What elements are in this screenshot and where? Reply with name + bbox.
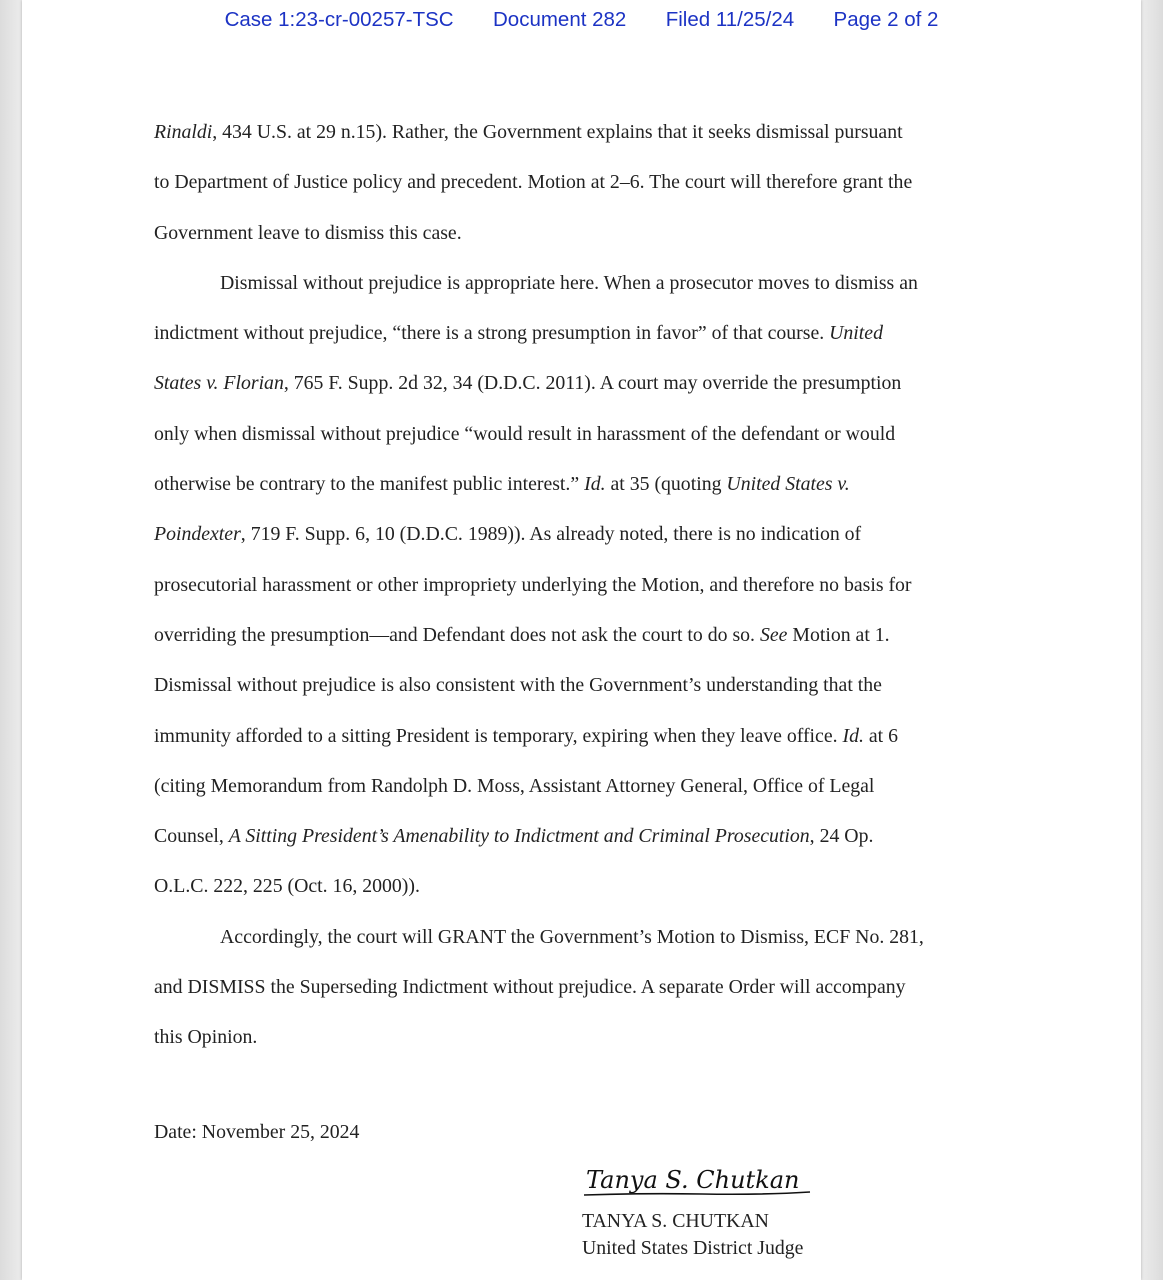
filed-date: Filed 11/25/24 [665, 8, 795, 31]
text-run: overriding the presumption—and Defendant does not ask the court to do so. [154, 623, 760, 646]
text-line [154, 208, 1034, 258]
signature-script: Tanya S. Chutkan [586, 1166, 800, 1194]
text-line [154, 811, 1034, 861]
text-line [154, 560, 1034, 610]
viewer-left-gutter [0, 0, 22, 1280]
text-line [154, 107, 1034, 157]
italic-citation: Id. [584, 473, 606, 496]
text-run: (citing Memorandum from Randolph D. Moss, Assistant Attorney General, Office of Legal [154, 774, 875, 797]
text-run: otherwise be contrary to the manifest public interest.” [154, 473, 585, 496]
text-run: Counsel, [154, 825, 229, 848]
page-indicator: Page 2 of 2 [833, 8, 939, 31]
text-run: , 765 F. Supp. 2d 32, 34 (D.D.C. 2011). A court may override the presumption [283, 372, 902, 395]
text-line [154, 509, 1034, 559]
text-run: and DISMISS the Superseding Indictment without prejudice. A separate Order will accompany [154, 976, 906, 999]
text-line [154, 761, 1034, 811]
text-line [154, 308, 1034, 358]
text-line [154, 157, 1034, 207]
italic-citation: States v. Florian [154, 372, 284, 395]
document-number: Document 282 [492, 8, 627, 31]
text-line [154, 912, 1034, 962]
text-run: , 24 Op. [809, 825, 874, 848]
text-run: to Department of Justice policy and precedent. Motion at 2–6. The court will therefore grant the [154, 171, 913, 194]
text-run: Government leave to dismiss this case. [154, 221, 462, 244]
italic-citation: Rinaldi [154, 121, 213, 143]
text-line [154, 258, 1034, 308]
text-run: only when dismissal without prejudice “would result in harassment of the defendant or would [154, 422, 896, 445]
italic-citation: Poindexter [154, 523, 241, 546]
opinion-body [154, 107, 1034, 1063]
text-run: at 35 (quoting [605, 473, 727, 496]
ecf-filing-header [22, 8, 1141, 32]
italic-citation: United [829, 322, 883, 345]
italic-citation: See [759, 623, 788, 646]
judge-title: United States District Judge [582, 1237, 804, 1259]
text-line [154, 711, 1034, 761]
case-number: Case 1:23-cr-00257-TSC [224, 8, 454, 31]
text-line [154, 962, 1034, 1012]
judge-name: TANYA S. CHUTKAN [582, 1210, 769, 1232]
text-run: Accordingly, the court will GRANT the Government’s Motion to Dismiss, ECF No. 281, [220, 925, 924, 948]
text-run: Motion at 1. [787, 623, 890, 646]
text-run: O.L.C. 222, 225 (Oct. 16, 2000)). [154, 875, 420, 898]
text-run: at 6 [863, 724, 899, 747]
italic-citation: United States v. [726, 473, 850, 496]
text-line [154, 861, 1034, 911]
viewer-right-gutter [1141, 0, 1163, 1280]
text-line [154, 1012, 1034, 1062]
text-line [154, 459, 1034, 509]
text-line [154, 358, 1034, 408]
text-run: prosecutorial harassment or other impropriety underlying the Motion, and therefore no basis for [154, 573, 912, 596]
text-run: Dismissal without prejudice is also consistent with the Government’s understanding that the [154, 674, 882, 697]
document-page [22, 0, 1141, 1280]
text-run: this Opinion. [154, 1026, 258, 1049]
text-run: indictment without prejudice, “there is a strong presumption in favor” of that course. [154, 322, 830, 345]
text-line [154, 610, 1034, 660]
text-run: Dismissal without prejudice is appropriate here. When a prosecutor moves to dismiss an [220, 271, 918, 294]
italic-citation: A Sitting President’s Amenability to Indictment and Criminal Prosecution [228, 825, 810, 848]
text-run: , 719 F. Supp. 6, 10 (D.D.C. 1989)). As already noted, there is no indication of [240, 523, 862, 546]
italic-citation: Id. [842, 724, 864, 747]
signature-date: Date: November 25, 2024 [154, 1121, 360, 1143]
text-run: , 434 U.S. at 29 n.15). Rather, the Government explains that it seeks dismissal pursuant [212, 121, 903, 143]
text-line [154, 660, 1034, 710]
text-run: immunity afforded to a sitting President is temporary, expiring when they leave office. [154, 724, 843, 747]
handwritten-signature [582, 1158, 812, 1202]
text-line [154, 409, 1034, 459]
